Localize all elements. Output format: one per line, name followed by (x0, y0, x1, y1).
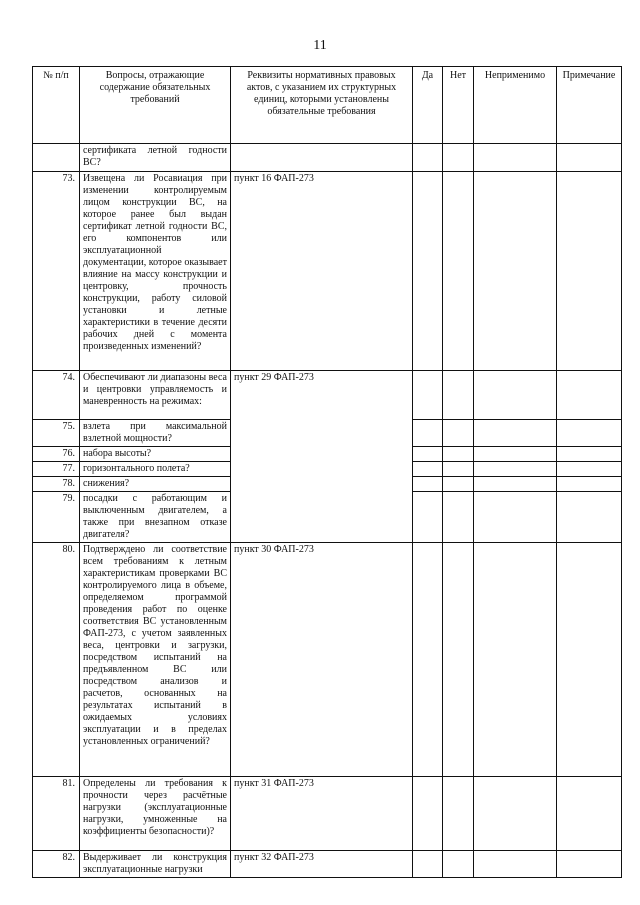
row-question: Подтверждено ли соответствие всем требованиям к летным характеристикам проверками ВС контролируемого лица в объеме, определяемом программой проведения работ по оценке соответствия ВС установленным ФАП-273, с учетом заявленных веса, центровки и загрузки, посредством испытаний на предъявленном ВС или посредством анализов и расчетов, основанных на результатах испытаний в ожидаемых условиях эксплуатации и в пределах установленных ограничений? (80, 543, 231, 777)
cell-note[interactable] (557, 492, 622, 543)
cell-note[interactable] (557, 543, 622, 777)
table-header-row (33, 67, 622, 144)
cell-yes[interactable] (413, 543, 443, 777)
table-row (33, 172, 622, 371)
cell-yes[interactable] (413, 420, 443, 447)
cell-na[interactable] (474, 462, 557, 477)
row-ref (231, 144, 413, 172)
cell-no[interactable] (443, 371, 474, 420)
cell-no[interactable] (443, 447, 474, 462)
row-question: снижения? (80, 477, 231, 492)
row-ref: пункт 16 ФАП-273 (231, 172, 413, 371)
row-num: 80. (33, 543, 80, 777)
header-no: Нет (443, 67, 474, 144)
row-num: 79. (33, 492, 80, 543)
row-ref: пункт 29 ФАП-273 (231, 371, 413, 543)
cell-note[interactable] (557, 777, 622, 851)
cell-na[interactable] (474, 420, 557, 447)
cell-note[interactable] (557, 420, 622, 447)
cell-no[interactable] (443, 172, 474, 371)
cell-no[interactable] (443, 492, 474, 543)
row-ref: пункт 31 ФАП-273 (231, 777, 413, 851)
cell-yes[interactable] (413, 477, 443, 492)
table-row (33, 144, 622, 172)
row-num: 75. (33, 420, 80, 447)
row-num: 82. (33, 851, 80, 878)
table-row (33, 543, 622, 777)
checklist-table (32, 66, 622, 878)
cell-na[interactable] (474, 371, 557, 420)
cell-na[interactable] (474, 777, 557, 851)
cell-na[interactable] (474, 447, 557, 462)
cell-note[interactable] (557, 462, 622, 477)
cell-note[interactable] (557, 477, 622, 492)
table-row (33, 371, 622, 420)
cell-note[interactable] (557, 172, 622, 371)
cell-no[interactable] (443, 477, 474, 492)
row-num: 81. (33, 777, 80, 851)
cell-yes[interactable] (413, 172, 443, 371)
row-question: посадки с работающим и выключенным двигателем, а также при внезапном отказе двигателя? (80, 492, 231, 543)
cell-no[interactable] (443, 851, 474, 878)
row-num: 77. (33, 462, 80, 477)
cell-no[interactable] (443, 144, 474, 172)
row-question: набора высоты? (80, 447, 231, 462)
cell-na[interactable] (474, 851, 557, 878)
row-ref: пункт 30 ФАП-273 (231, 543, 413, 777)
cell-note[interactable] (557, 144, 622, 172)
cell-yes[interactable] (413, 144, 443, 172)
cell-na[interactable] (474, 144, 557, 172)
row-ref: пункт 32 ФАП-273 (231, 851, 413, 878)
row-question: Выдерживает ли конструкция эксплуатационные нагрузки (80, 851, 231, 878)
cell-na[interactable] (474, 477, 557, 492)
header-requisites: Реквизиты нормативных правовых актов, с указанием их структурных единиц, которыми установлены обязательные требования (231, 67, 413, 144)
cell-yes[interactable] (413, 447, 443, 462)
row-question: взлета при максимальной взлетной мощности? (80, 420, 231, 447)
page-number: 11 (313, 38, 327, 53)
cell-no[interactable] (443, 543, 474, 777)
cell-no[interactable] (443, 462, 474, 477)
header-question: Вопросы, отражающие содержание обязательных требований (80, 67, 231, 144)
cell-na[interactable] (474, 172, 557, 371)
row-question: сертификата летной годности ВС? (80, 144, 231, 172)
row-num: 74. (33, 371, 80, 420)
cell-no[interactable] (443, 420, 474, 447)
row-question: Обеспечивают ли диапазоны веса и центровки управляемость и маневренность на режимах: (80, 371, 231, 420)
header-yes: Да (413, 67, 443, 144)
row-num: 76. (33, 447, 80, 462)
cell-note[interactable] (557, 447, 622, 462)
cell-na[interactable] (474, 543, 557, 777)
cell-yes[interactable] (413, 371, 443, 420)
row-question: Определены ли требования к прочности через расчётные нагрузки (эксплуатационные нагрузки, умноженные на коэффициенты безопасности)? (80, 777, 231, 851)
row-question: горизонтального полета? (80, 462, 231, 477)
table-row (33, 777, 622, 851)
cell-yes[interactable] (413, 777, 443, 851)
header-num: № п/п (33, 67, 80, 144)
cell-no[interactable] (443, 777, 474, 851)
cell-note[interactable] (557, 371, 622, 420)
cell-yes[interactable] (413, 462, 443, 477)
row-num: 73. (33, 172, 80, 371)
header-na: Неприменимо (474, 67, 557, 144)
cell-yes[interactable] (413, 492, 443, 543)
row-num (33, 144, 80, 172)
cell-yes[interactable] (413, 851, 443, 878)
row-num: 78. (33, 477, 80, 492)
row-question: Извещена ли Росавиация при изменении контролируемым лицом конструкции ВС, на которое ранее был выдан сертификат летной годности ВС, его компонентов или эксплуатационной документации, которое оказывает влияние на массу конструкции и центровку, прочность конструкции, работу силовой установки и летные характеристики в течение десяти рабочих дней с момента произведенных изменений? (80, 172, 231, 371)
header-note: Примечание (557, 67, 622, 144)
table-row (33, 851, 622, 878)
cell-na[interactable] (474, 492, 557, 543)
cell-note[interactable] (557, 851, 622, 878)
